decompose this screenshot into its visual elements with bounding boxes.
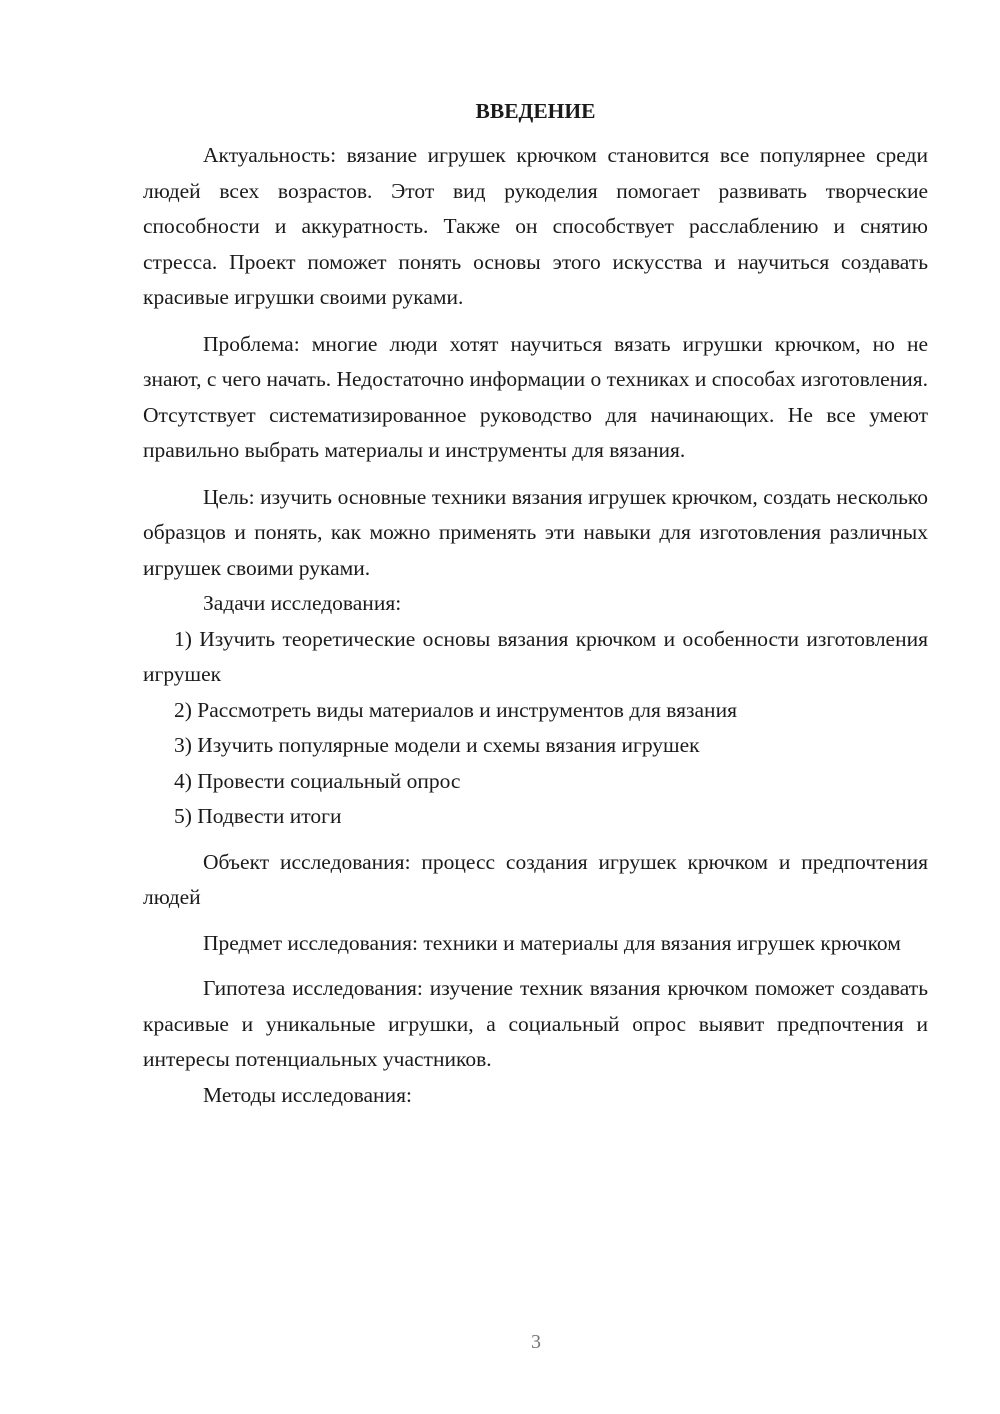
goal-paragraph: Цель: изучить основные техники вязания игрушек крючком, создать несколько образцов и понять, как можно применять эти навыки для изготовления различных игрушек своими руками. xyxy=(143,484,928,580)
page-content xyxy=(143,94,928,1113)
page-title: ВВЕДЕНИЕ xyxy=(475,99,596,123)
task-item: 4) Провести социальный опрос xyxy=(174,768,461,793)
problem-paragraph: Проблема: многие люди хотят научиться вязать игрушки крючком, но не знают, с чего начать. Недостаточно информации о техниках и способах изготовления. Отсутствует систематизированное руководство для начинающих. Не все умеют правильно выбрать материалы и инструменты для вязания. xyxy=(143,331,928,462)
relevance-paragraph: Актуальность: вязание игрушек крючком становится все популярнее среди людей всех возрастов. Этот вид рукоделия помогает развивать творческие способности и аккуратность. Также он способствует расслаблению и снятию стресса. Проект поможет понять основы этого искусства и научиться создавать красивые игрушки своими руками. xyxy=(143,143,928,309)
task-item: 5) Подвести итоги xyxy=(174,804,342,828)
subject-paragraph: Предмет исследования: техники и материалы для вязания игрушек крючком xyxy=(203,930,901,955)
object-paragraph: Объект исследования: процесс создания игрушек крючком и предпочтения людей xyxy=(143,849,928,909)
task-item: 3) Изучить популярные модели и схемы вязания игрушек xyxy=(174,733,700,757)
task-item: 2) Рассмотреть виды материалов и инструментов для вязания xyxy=(174,697,737,722)
task-item: 1) Изучить теоретические основы вязания крючком и особенности изготовления игрушек xyxy=(143,626,928,686)
tasks-heading: Задачи исследования: xyxy=(203,591,402,615)
hypothesis-paragraph: Гипотеза исследования: изучение техник вязания крючком поможет создавать красивые и уникальные игрушки, а социальный опрос выявит предпочтения и интересы потенциальных участников. xyxy=(143,976,928,1071)
page-number: 3 xyxy=(531,1331,541,1353)
methods-heading: Методы исследования: xyxy=(203,1082,412,1107)
